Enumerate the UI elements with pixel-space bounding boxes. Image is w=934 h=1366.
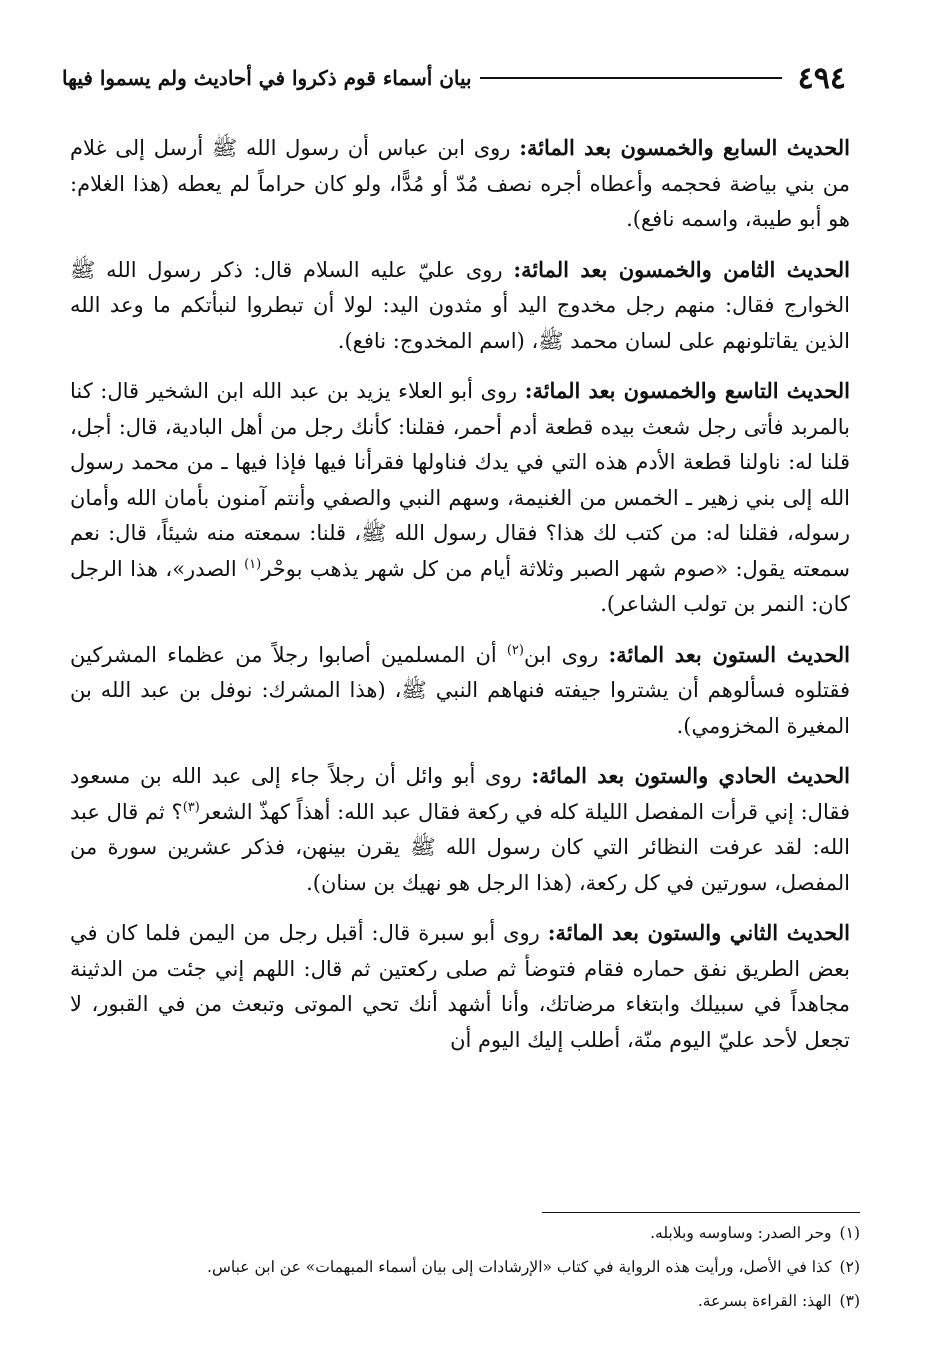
hadith-text: روى ابن عباس أن رسول الله ﷺ أرسل إلى غلام من بني بياضة فحجمه وأعطاه أجره نصف مُدّ أو مُدًّا، ولو كان حراماً لم يعطه (هذا الغلام: هو أبو طيبة، واسمه نافع). <box>70 136 850 231</box>
page-number: ٤٩٤ <box>797 60 846 96</box>
footnote-ref[interactable]: (١) <box>244 556 262 572</box>
hadith-title: الحديث السابع والخمسون بعد المائة: <box>519 135 850 160</box>
main-text <box>70 130 850 1072</box>
hadith-title: الحديث التاسع والخمسون بعد المائة: <box>524 378 850 403</box>
hadith-text: الصدر»، هذا الرجل كان: النمر بن تولب الشاعر). <box>70 556 850 616</box>
footnote-number: (١) <box>839 1224 860 1242</box>
header-rule <box>480 77 782 79</box>
footnote-3 <box>80 1290 860 1312</box>
footnote-ref[interactable]: (٣) <box>182 799 200 815</box>
footnote-text: وحر الصدر: وساوسه وبلابله. <box>650 1224 832 1242</box>
hadith-162 <box>70 915 850 1058</box>
hadith-161 <box>70 758 850 901</box>
footnote-separator <box>542 1212 860 1213</box>
hadith-text: أن المسلمين أصابوا رجلاً من عظماء المشركين فقتلوه فسألوهم أن يشتروا جيفته فنهاهم النبي ﷺ، (هذا المشرك: نوفل بن عبد الله بن المغيرة المخزومي). <box>70 642 850 738</box>
footnote-1 <box>80 1222 860 1244</box>
hadith-160 <box>70 637 850 745</box>
running-title: بيان أسماء قوم ذكروا في أحاديث ولم يسموا فيها <box>62 66 472 90</box>
footnotes <box>80 1222 860 1324</box>
hadith-text: روى عليّ عليه السلام قال: ذكر رسول الله ﷺ الخوارج فقال: منهم رجل مخدوج اليد أو مثدون اليد: لولا أن تبطروا لنبأتكم ما وعد الله الذين يقاتلونهم على لسان محمد ﷺ، (اسم المخدوج: نافع). <box>70 257 850 353</box>
hadith-text: روى أبو العلاء يزيد بن عبد الله ابن الشخير قال: كنا بالمربد فأتى رجل شعث بيده قطعة أدم أحمر، فقلنا: كأنك رجل من أهل البادية، قال: أجل، قلنا له: ناولنا قطعة الأدم هذه التي في يدك فناولها فقرأنا فيها فإذا فيها ـ من محمد رسول الله إلى بني زهير ـ الخمس من الغنيمة، وسهم النبي والصفي وأنتم آمنون بأمان الله وأمان رسوله، فقلنا له: من كتب لك هذا؟ فقال رسول الله ﷺ، قلنا: سمعته منه شيئاً، قال: نعم سمعته يقول: «صوم شهر الصبر وثلاثة أيام من كل شهر يذهب بوحْر <box>70 379 850 581</box>
hadith-text: ؟ ثم قال عبد الله: لقد عرفت النظائر التي كان رسول الله ﷺ يقرن بينهن، فذكر عشرين سورة من المفصل، سورتين في كل ركعة، (هذا الرجل هو نهيك بن سنان). <box>70 799 850 895</box>
hadith-title: الحديث الثامن والخمسون بعد المائة: <box>513 256 850 282</box>
hadith-158 <box>70 252 850 360</box>
hadith-text: روى أبو وائل أن رجلاً جاء إلى عبد الله بن مسعود فقال: إني قرأت المفصل الليلة كله في ركعة فقال عبد الله: أهذاً كهذّ الشعر <box>70 764 851 824</box>
footnote-text: الهذ: القراءة بسرعة. <box>697 1292 832 1310</box>
hadith-159 <box>70 373 850 623</box>
hadith-title: الحديث الثاني والستون بعد المائة: <box>547 920 850 945</box>
page-header <box>62 58 846 98</box>
footnote-2 <box>80 1256 860 1278</box>
footnote-text: كذا في الأصل، ورأيت هذه الرواية في كتاب «الإرشادات إلى بيان أسماء المبهمات» عن ابن عباس. <box>207 1258 832 1276</box>
hadith-157 <box>70 130 850 238</box>
footnote-number: (٢) <box>839 1258 860 1276</box>
footnote-ref[interactable]: (٢) <box>506 642 524 658</box>
hadith-text: روى ابن <box>523 642 599 667</box>
hadith-title: الحديث الحادي والستون بعد المائة: <box>531 763 850 788</box>
hadith-title: الحديث الستون بعد المائة: <box>608 641 850 667</box>
footnote-number: (٣) <box>839 1292 860 1310</box>
hadith-text: روى أبو سبرة قال: أقبل رجل من اليمن فلما كان في بعض الطريق نفق حماره فقام فتوضأ ثم صلى ركعتين ثم قال: اللهم إني جئت من الدثينة مجاهداً في سبيلك وابتغاء مرضاتك، وأنا أشهد أنك تحي الموتى وتبعث من في القبور، لا تجعل لأحد عليّ اليوم منّة، أطلب إليك اليوم أن <box>70 921 850 1052</box>
